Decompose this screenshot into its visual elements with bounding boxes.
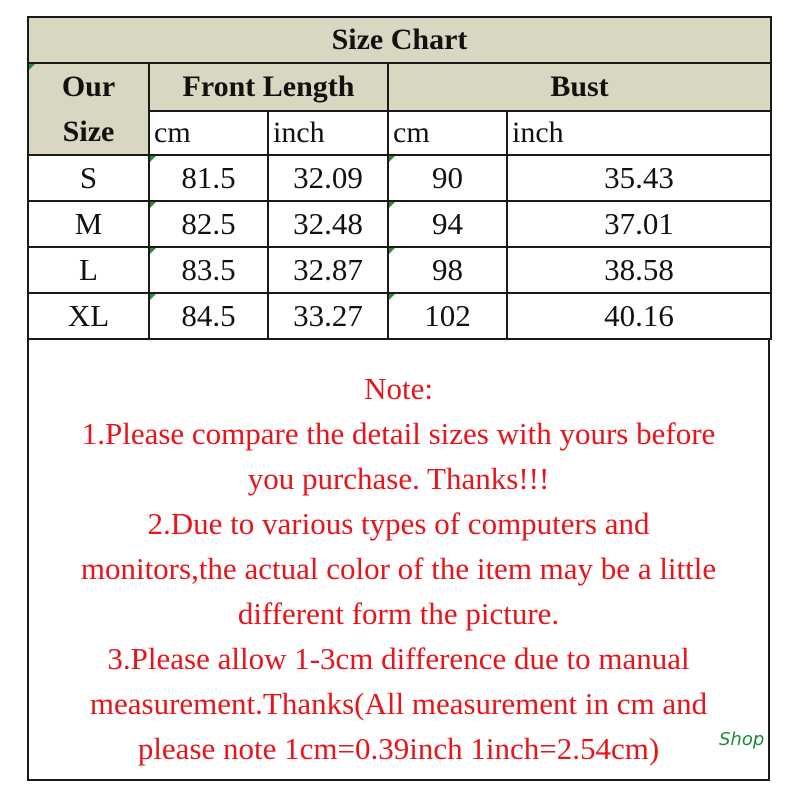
size-chart-table — [27, 16, 772, 340]
cell-marker-icon — [29, 64, 35, 70]
front-length-inch-cell: 32.48 — [268, 201, 388, 247]
bust-cm-cell: 90 — [388, 155, 507, 201]
our-size-line1: Our — [61, 70, 116, 103]
front-length-inch-cell: 33.27 — [268, 293, 388, 339]
note-line: you purchase. Thanks!!! — [247, 461, 550, 496]
size-cell: S — [28, 155, 149, 201]
table-row — [28, 201, 771, 247]
front-length-inch-cell: 32.09 — [268, 155, 388, 201]
size-cell: M — [28, 201, 149, 247]
note-line: 1.Please compare the detail sizes with yours before — [81, 416, 716, 451]
bust-inch-cell: 37.01 — [507, 201, 771, 247]
shop-watermark: Shop — [719, 729, 765, 750]
front-length-cm-cell: 81.5 — [149, 155, 268, 201]
note-line: monitors,the actual color of the item may be a little — [80, 551, 717, 586]
note-line: different form the picture. — [237, 596, 560, 631]
bust-inch-cell: 40.16 — [507, 293, 771, 339]
our-size-line2: Size — [62, 115, 115, 148]
note-heading: Note: — [364, 371, 433, 406]
our-size-header — [28, 63, 149, 155]
front-length-cm-cell: 84.5 — [149, 293, 268, 339]
notes-block — [29, 366, 768, 771]
unit-front-inch: inch — [268, 111, 388, 155]
unit-bust-inch: inch — [507, 111, 771, 155]
front-length-header: Front Length — [149, 63, 388, 111]
front-length-cm-cell: 82.5 — [149, 201, 268, 247]
unit-front-cm: cm — [149, 111, 268, 155]
note-line: please note 1cm=0.39inch 1inch=2.54cm) — [137, 731, 660, 766]
unit-bust-cm: cm — [388, 111, 507, 155]
front-length-inch-cell: 32.87 — [268, 247, 388, 293]
bust-header: Bust — [388, 63, 771, 111]
table-row — [28, 155, 771, 201]
table-title: Size Chart — [28, 17, 771, 63]
front-length-cm-cell: 83.5 — [149, 247, 268, 293]
note-line: 3.Please allow 1-3cm difference due to manual — [107, 641, 690, 676]
bust-cm-cell: 94 — [388, 201, 507, 247]
table-row — [28, 247, 771, 293]
bust-inch-cell: 35.43 — [507, 155, 771, 201]
note-line: measurement.Thanks(All measurement in cm and — [89, 686, 708, 721]
bust-inch-cell: 38.58 — [507, 247, 771, 293]
bust-cm-cell: 102 — [388, 293, 507, 339]
size-cell: XL — [28, 293, 149, 339]
bust-cm-cell: 98 — [388, 247, 507, 293]
table-row — [28, 293, 771, 339]
note-line: 2.Due to various types of computers and — [147, 506, 650, 541]
size-cell: L — [28, 247, 149, 293]
